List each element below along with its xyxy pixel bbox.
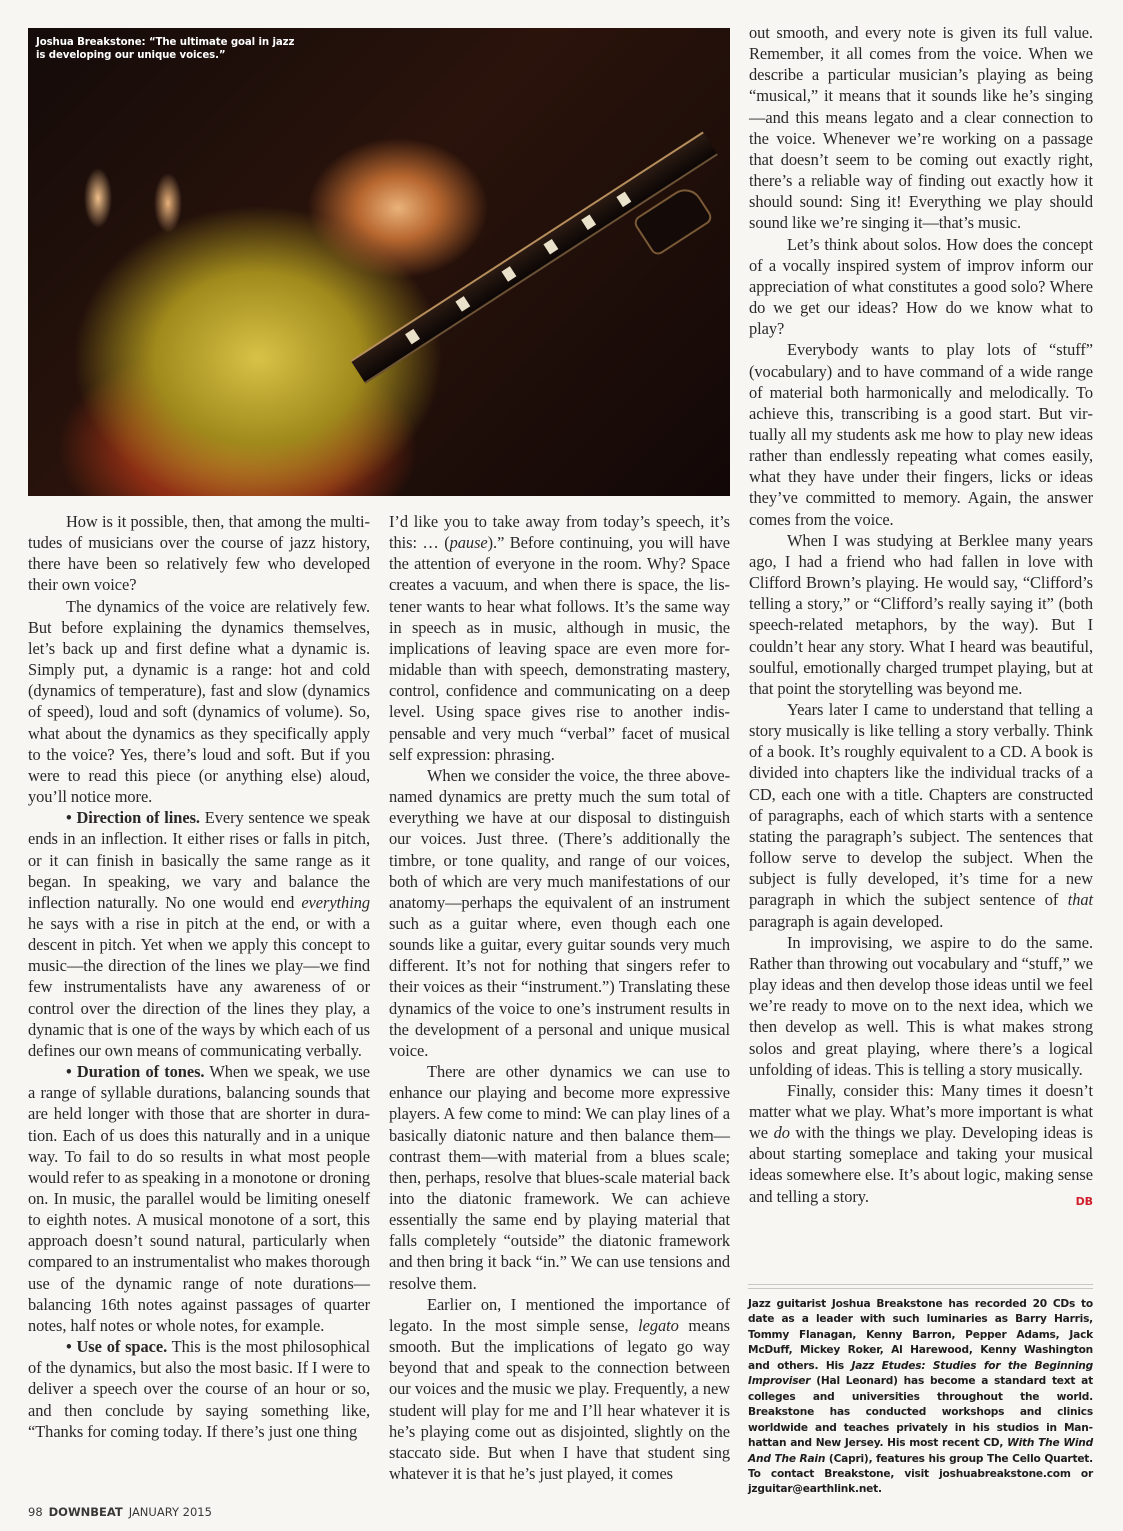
paragraph-final: Finally, consider this: Many times it doesn’t matter what we play. What’s more important is what we do with the things we play. Developing ideas is about starting someplace and taking your musical ideas somewhere else. It’s about logic, making sense and telling a story. DB (749, 1080, 1093, 1207)
column-middle (389, 511, 730, 1484)
bio-divider (748, 1284, 1093, 1289)
paragraph: The dynamics of the voice are relatively few. But before explaining the dynamics themselves, let’s back up and first define what a dynamic is. Simply put, a dynamic is a range: hot and cold (dynamics of temperature), fast and slow (dynamics of speed), loud and soft (dynamics of volume). So, what about the dynamics as they specifically apply to the voice? Yes, there’s loud and soft. But if you were to read this piece (or anything else) aloud, you’ll notice more. (28, 596, 370, 807)
paragraph: Earlier on, I mentioned the importance of legato. In the most simple sense, legato means smooth. But the implications of legato go way beyond that and speak to the connection between our voices and the music we play. Frequently, a new student will play for me and I’ll hear whatever it is he’s playing come out as disjointed, slightly on the staccato side. But when I have that student sing whatever it is that he’s just played, it comes (389, 1294, 730, 1484)
paragraph: When I was studying at Berklee many years ago, I had a friend who had fallen in love with Clifford Brown’s playing. He would say, “Clifford’s telling a story,” or “Clifford’s really saying it” (both speech-related metaphors, by the way). But I couldn’t hear any story. What I heard was beautiful, soulful, emotionally charged trumpet playing, but at that point the storytelling was beyond me. (749, 530, 1093, 698)
paragraph-duration-of-tones: • Duration of tones. When we speak, we use a range of syllable durations, balancing sounds that are held longer with those that are shorter in duration. Each of us does this naturally and in a unique way. To fail to do so results in what most people would refer to as speaking in a monotone or droning on. In music, the parallel would be limiting oneself to eighth notes. A musical monotone of a sort, this approach doesn’t sound natural, particularly when compared to an instrumentalist who makes thorough use of the dynamic range of note durations—balancing 16th notes against passages of quarter notes, half notes or whole notes, for example. (28, 1062, 371, 1335)
paragraph: When we consider the voice, the three above-named dynamics are pretty much the sum total of everything we have at our disposal to distinguish our voices. Just three. (There’s additionally the timbre, or tone quality, and range of our voices, both of which are very much manifestations of our anatomy—perhaps the equivalent of an instrument such as a guitar where, even though each one sounds like a guitar, every guitar sounds very much different. It’s not for nothing that singers refer to their voices as their “instrument.”) Translating these dynamics of the voice to one’s instrument results in the development of a personal and unique musical voice. (389, 765, 730, 1060)
author-bio: Jazz guitarist Joshua Breakstone has recorded 20 CDs to date as a leader with such luminaries as Barry Harris, Tommy Flanagan, Kenny Barron, Pepper Adams, Jack McDuff, Mickey Roker, Al Harewood, Kenny Washington and others. His Jazz Etudes: Studies for the Beginning Improviser (Hal Leonard) has become a standard text at colleges and universities throughout the world. Breakstone has conducted workshops and clinics worldwide and teaches privately in his studios in Manhattan and New Jersey. His most recent CD, With The Wind And The Rain (Capri), features his group The Cello Quartet. To contact Breakstone, visit joshuabreakstone.com or jzguitar@​earthlink.net. (748, 1298, 1094, 1496)
magazine-name: DOWNBEAT (48, 1505, 123, 1519)
subhead-use-of-space: • Use of space. (66, 1337, 168, 1357)
paragraph: How is it possible, then, that among the multitudes of musicians over the course of jazz history, there have been so relatively few who developed their own voice? (28, 512, 370, 595)
paragraph: out smooth, and every note is given its full value. Remember, it all comes from the voice. When we describe a particular musician’s playing as being “musical,” it means that it sounds like he’s singing—and this means legato and a clear connection to the voice. Whenever we’re working on a passage that doesn’t seem to be coming out exactly right, there’s a reliable way of finding out exactly how it should sound: Sing it! Everything we play should sound like we’re singing it—that’s music. (749, 23, 1093, 233)
page-number: 98 (28, 1505, 43, 1519)
column-left (28, 511, 370, 1442)
column-right (749, 22, 1093, 1212)
photo-caption: Joshua Breakstone: “The ultimate goal in jazz is developing our unique voices.” (36, 37, 295, 61)
guitar-neck-graphic (350, 132, 717, 384)
paragraph: Everybody wants to play lots of “stuff” (vocabulary) and to have command of a wide range of material both harmonically and melodically. To achieve this, transcribing is a good start. But virtually all my students ask me how to play new ideas rather than endlessly repeating what comes easily, what they have under their fingers, licks or ideas they’ve committed to memory. Again, the answer comes from the voice. (749, 340, 1093, 529)
paragraph: I’d like you to take away from today’s speech, it’s this: … (pause).” Before continuing, you will have the attention of everyone in the room. Why? Space creates a vacuum, and when there is space, the listener wants to hear what follows. It’s the same way in speech as in music, although in music, the implications of leaving space are even more formidable than with speech, demonstrating mastery, control, confidence and communicating on a deep level. Using space gives rise to another indispensable and very much “verbal” facet of musical self expression: phrasing. (389, 512, 730, 764)
subhead-duration-of-tones: • Duration of tones. (66, 1062, 205, 1082)
paragraph-use-of-space: • Use of space. This is the most philosophical of the dynamics, but also the most basic. If I were to deliver a speech over the course of an hour or so, and then conclude by saying something like, “Thanks for coming today. If there’s just one thing (28, 1337, 370, 1441)
paragraph: There are other dynamics we can use to enhance our playing and become more expressive players. A few come to mind: We can play lines of a basically diatonic nature and then balance them—contrast them—with material from a blues scale; then, perhaps, resolve that blues-scale material back into the diatonic framework. We can achieve essentially the same end by playing material that falls completely “outside” the diatonic framework and then bring it back “in.” We can use tensions and resolve them. (389, 1062, 730, 1293)
paragraph: Let’s think about solos. How does the concept of a vocally inspired system of improv inform our appreciation of what constitutes a good solo? Where do we get our ideas? How do we know what to play? (749, 234, 1093, 339)
cd-title: With The Wind And The Rain (748, 1437, 1094, 1465)
end-mark-db: DB (1075, 1194, 1093, 1208)
paragraph: Years later I came to understand that telling a story musically is like telling a story verbally. Think of a book. It’s roughly equivalent to a CD. A book is divided into chapters like the individual tracks of a CD, each one with a title. Chapters are constructed of paragraphs, each of which starts with a sentence stating the paragraph’s subject. The sentences that follow serve to develop the subject. When the subject is fully developed, it’s time for a new paragraph in which the subject sentence of that paragraph is again developed. (749, 700, 1093, 931)
issue-date: JANUARY 2015 (128, 1505, 212, 1519)
paragraph-direction-of-lines: • Direction of lines. Every sentence we speak ends in an inflection. It either rises or falls in pitch, or it can finish in basically the same range as it began. In speaking, we vary and balance the inflection naturally. No one would end everything he says with a rise in pitch at the end, or with a descent in pitch. Yet when we apply this concept to music—the direction of the lines we play—we find few instrumentalists have any awareness of or control over the direction of the lines they play, a dynamic that is one of the ways by which each of us defines our own means of communicating verbally. (28, 808, 370, 1060)
paragraph: In improvising, we aspire to do the same. Rather than throwing out vocabulary and “stuff,” we play ideas and then develop those ideas until we feel we’re ready to move on to the next idea, which we then develop as well. This is what makes strong solos and great playing, where there’s a logical unfolding of ideas. This is telling a story musically. (749, 932, 1093, 1079)
page-footer (28, 1505, 212, 1519)
book-title: Jazz Etudes: Studies for the Beginning Improviser (748, 1359, 1093, 1388)
article-photo (28, 28, 730, 496)
subhead-direction-of-lines: • Direction of lines. (66, 808, 200, 828)
